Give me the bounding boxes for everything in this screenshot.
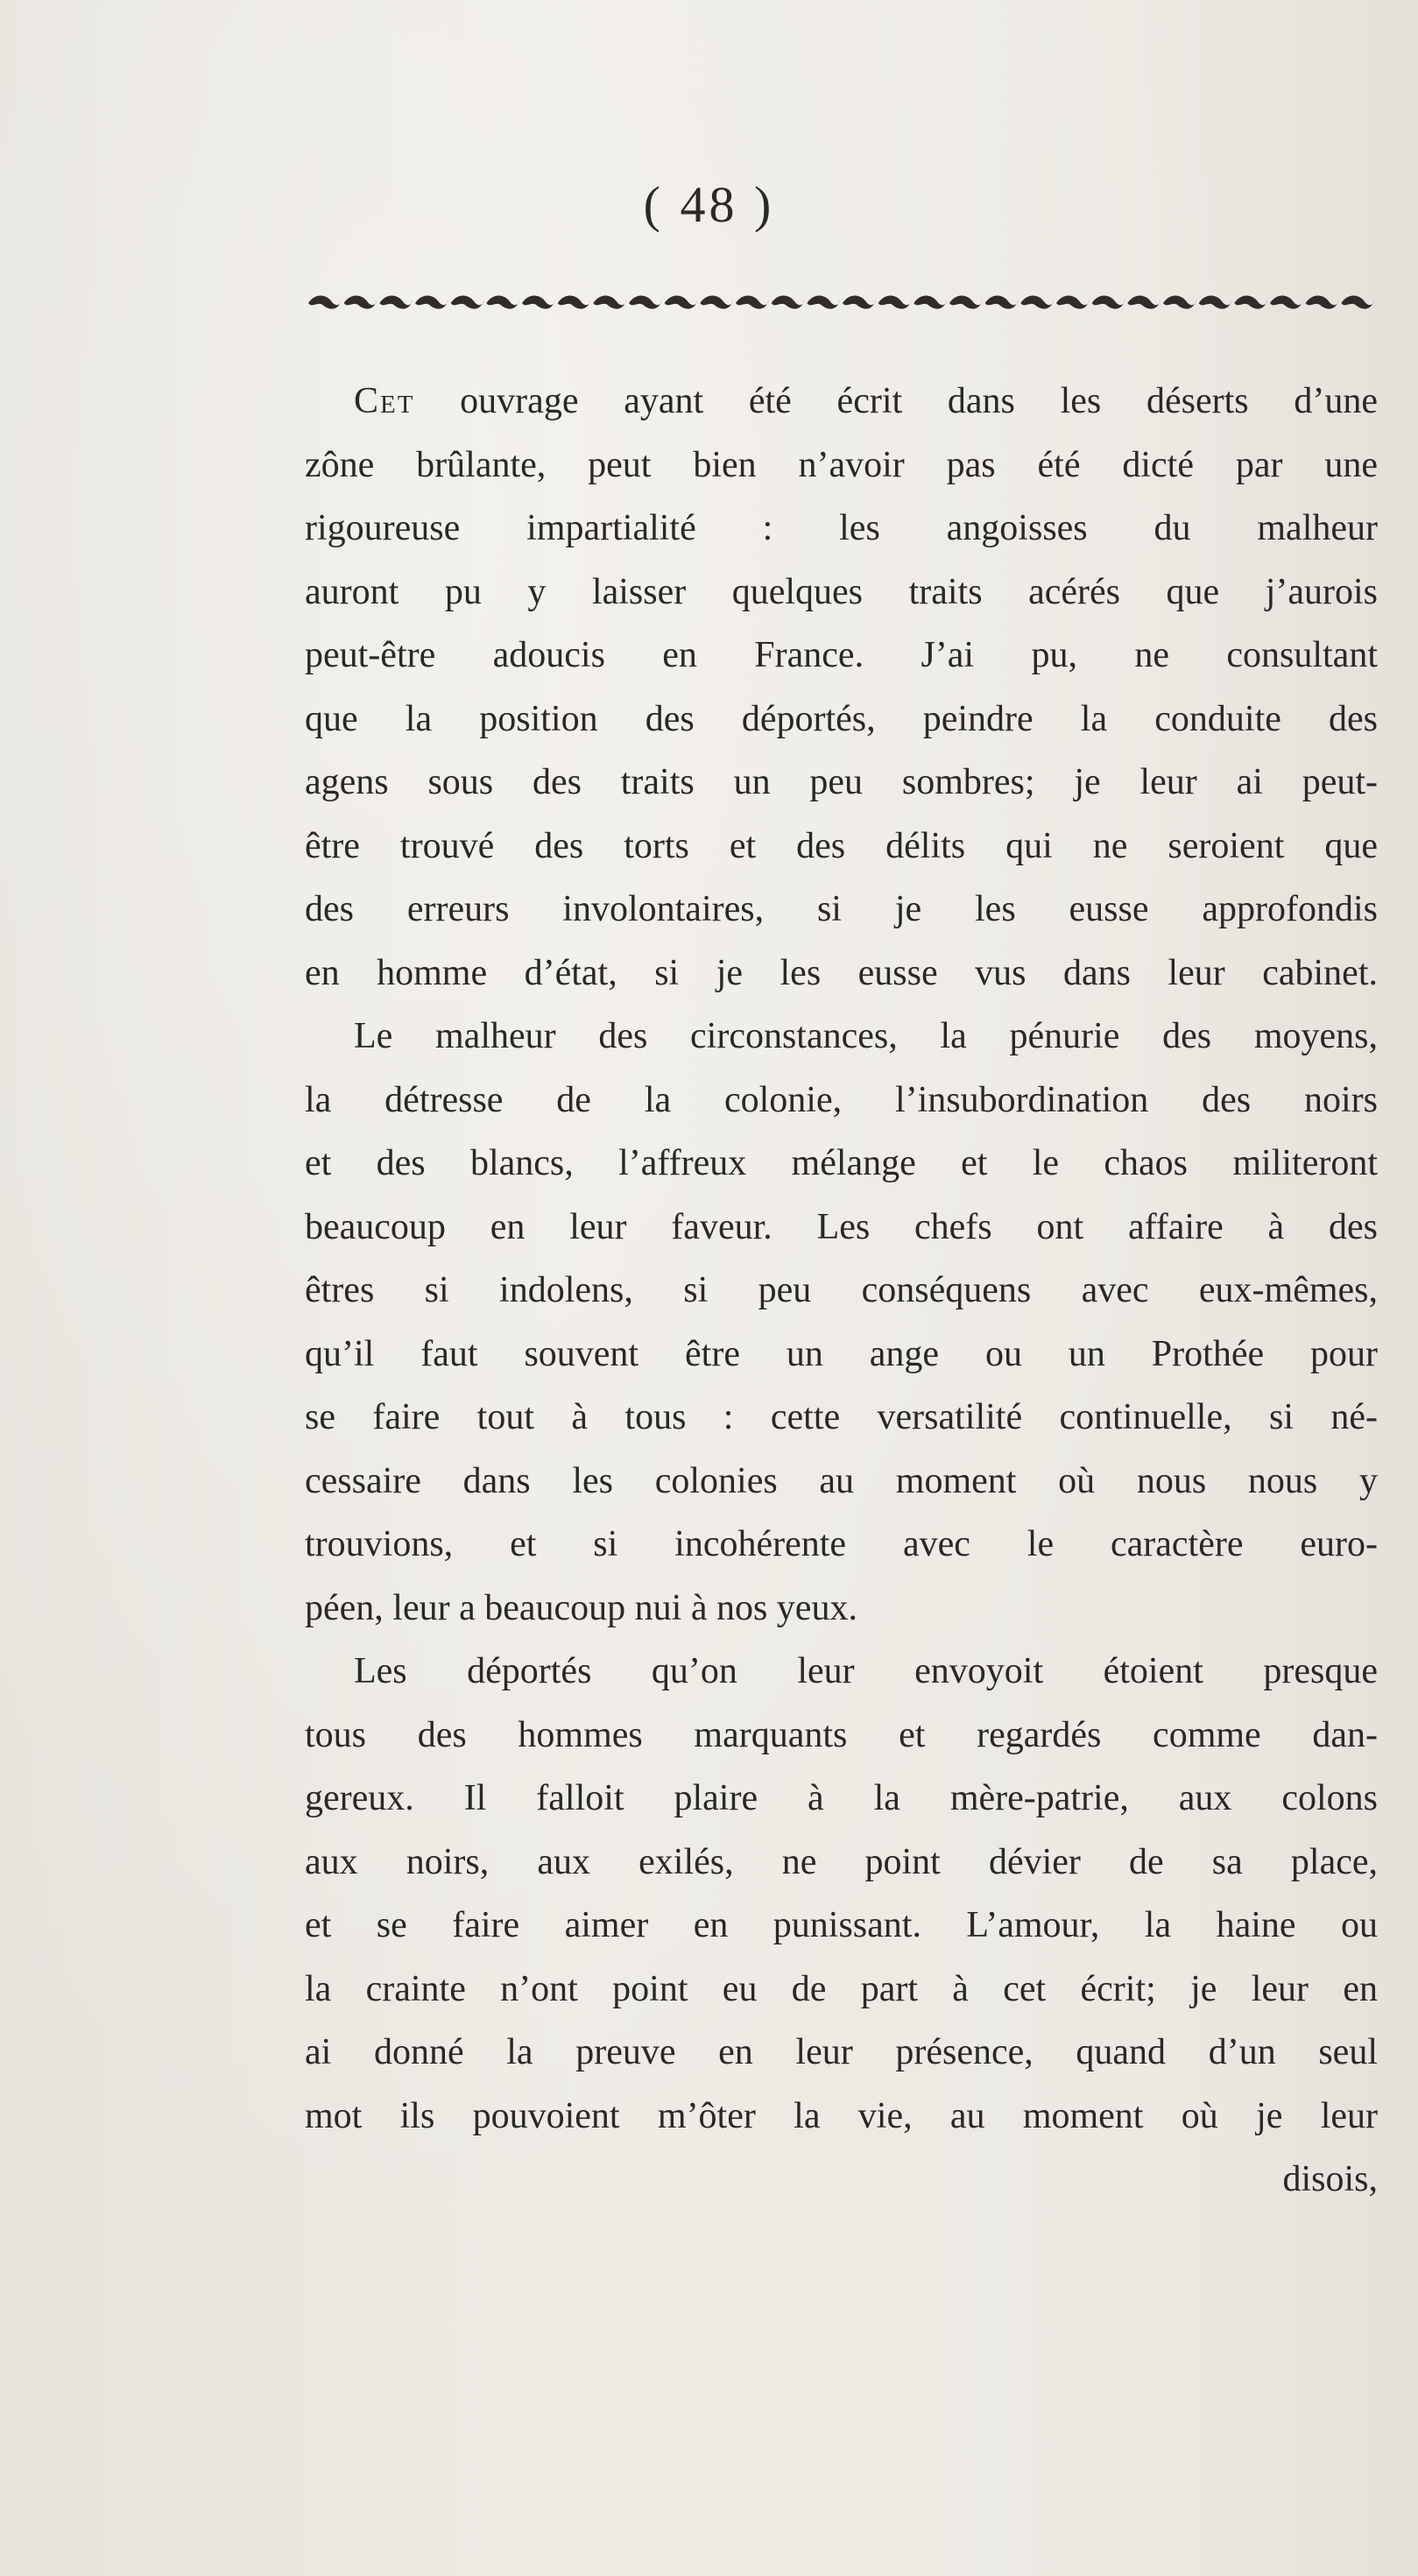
text-line: Le malheur des circonstances, la pénurie des moyens, bbox=[354, 1016, 1378, 1056]
ornament-motif bbox=[914, 296, 947, 309]
text-line: peut-être adoucis en France. J’ai pu, ne consultant bbox=[305, 635, 1378, 675]
drop-word: Cet bbox=[354, 381, 415, 421]
ornament-motif bbox=[1234, 296, 1267, 309]
text-line: rigoureuse impartialité : les angoisses du malheur bbox=[305, 508, 1378, 548]
ornament-motif bbox=[949, 296, 983, 309]
text-line: des erreurs involontaires, si je les eusse approfondis bbox=[305, 889, 1378, 929]
text-line: et des blancs, l’affreux mélange et le chaos militeront bbox=[305, 1143, 1378, 1183]
text-line: gereux. Il falloit plaire à la mère-patrie, aux colons bbox=[305, 1778, 1378, 1818]
text-line: Les déportés qu’on leur envoyoit étoient presque bbox=[354, 1651, 1378, 1691]
text-line: la crainte n’ont point eu de part à cet écrit; je leur en bbox=[305, 1968, 1378, 2009]
catchword: disois, bbox=[1282, 2159, 1378, 2199]
ornament-motif bbox=[700, 296, 733, 309]
ornament-motif bbox=[665, 296, 698, 309]
text-line: qu’il faut souvent être un ange ou un Prothée pour bbox=[305, 1333, 1378, 1374]
text-line: péen, leur a beaucoup nui à nos yeux. bbox=[305, 1587, 857, 1628]
ornament-motif bbox=[1306, 296, 1339, 309]
text-line: en homme d’état, si je les eusse vus dans leur cabinet. bbox=[305, 952, 1378, 993]
ornament-motif bbox=[379, 296, 413, 309]
ornamental-rule bbox=[307, 291, 1375, 314]
ornament-motif bbox=[1341, 296, 1374, 309]
text-line: la détresse de la colonie, l’insubordination des noirs bbox=[305, 1079, 1378, 1120]
ornament-motif bbox=[843, 296, 876, 309]
ornament-motif bbox=[415, 296, 448, 309]
ornament-motif bbox=[629, 296, 662, 309]
ornament-motif bbox=[1270, 296, 1303, 309]
text-line: ai donné la preuve en leur présence, quand d’un seul bbox=[305, 2032, 1378, 2072]
text-line: agens sous des traits un peu sombres; je leur ai peut- bbox=[305, 762, 1378, 802]
ornament-motif bbox=[1020, 296, 1054, 309]
paragraph-3 bbox=[305, 1640, 1378, 2148]
ornament-motif bbox=[807, 296, 840, 309]
text-line: zône brûlante, peut bien n’avoir pas été dicté par une bbox=[305, 444, 1378, 485]
text-line: auront pu y laisser quelques traits acérés que j’aurois bbox=[305, 571, 1378, 612]
text-line: mot ils pouvoient m’ôter la vie, au moment où je leur bbox=[305, 2095, 1378, 2136]
ornament-motif bbox=[558, 296, 591, 309]
text-line: que la position des déportés, peindre la conduite des bbox=[305, 698, 1378, 739]
ornament-motif bbox=[1163, 296, 1196, 309]
text-line: et se faire aimer en punissant. L’amour, la haine ou bbox=[305, 1905, 1378, 1945]
ornament-motif bbox=[1127, 296, 1161, 309]
ornament-motif bbox=[878, 296, 912, 309]
ornament-motif bbox=[772, 296, 805, 309]
ornament-motif bbox=[308, 296, 342, 309]
text-line: tous des hommes marquants et regardés comme dan- bbox=[305, 1714, 1378, 1755]
ornament-motif bbox=[593, 296, 626, 309]
line-rest: ouvrage ayant été écrit dans les déserts d’une bbox=[414, 381, 1378, 421]
paragraph-1 bbox=[305, 370, 1378, 1005]
ornament-motif bbox=[1092, 296, 1125, 309]
text-line: se faire tout à tous : cette versatilité continuelle, si né- bbox=[305, 1397, 1378, 1437]
page-number: ( 48 ) bbox=[643, 176, 775, 233]
ornament-motif bbox=[344, 296, 377, 309]
text-line: cessaire dans les colonies au moment où nous nous y bbox=[305, 1460, 1378, 1501]
ornament-motif bbox=[1199, 296, 1232, 309]
paragraph-2 bbox=[305, 1005, 1378, 1640]
text-line: beaucoup en leur faveur. Les chefs ont affaire à des bbox=[305, 1206, 1378, 1247]
text-line: trouvions, et si incohérente avec le caractère euro- bbox=[305, 1524, 1378, 1564]
ornament-motif bbox=[451, 296, 484, 309]
body-text bbox=[305, 370, 1378, 2212]
ornament-motif bbox=[985, 296, 1019, 309]
ornament-motif bbox=[486, 296, 519, 309]
text-line: aux noirs, aux exilés, ne point dévier de sa place, bbox=[305, 1841, 1378, 1882]
text-line bbox=[305, 370, 1378, 434]
ornament-motif bbox=[1056, 296, 1090, 309]
ornament-motif bbox=[736, 296, 769, 309]
text-line: être trouvé des torts et des délits qui ne seroient que bbox=[305, 825, 1378, 866]
ornament-motif bbox=[522, 296, 555, 309]
text-line: êtres si indolens, si peu conséquens avec eux-mêmes, bbox=[305, 1270, 1378, 1310]
